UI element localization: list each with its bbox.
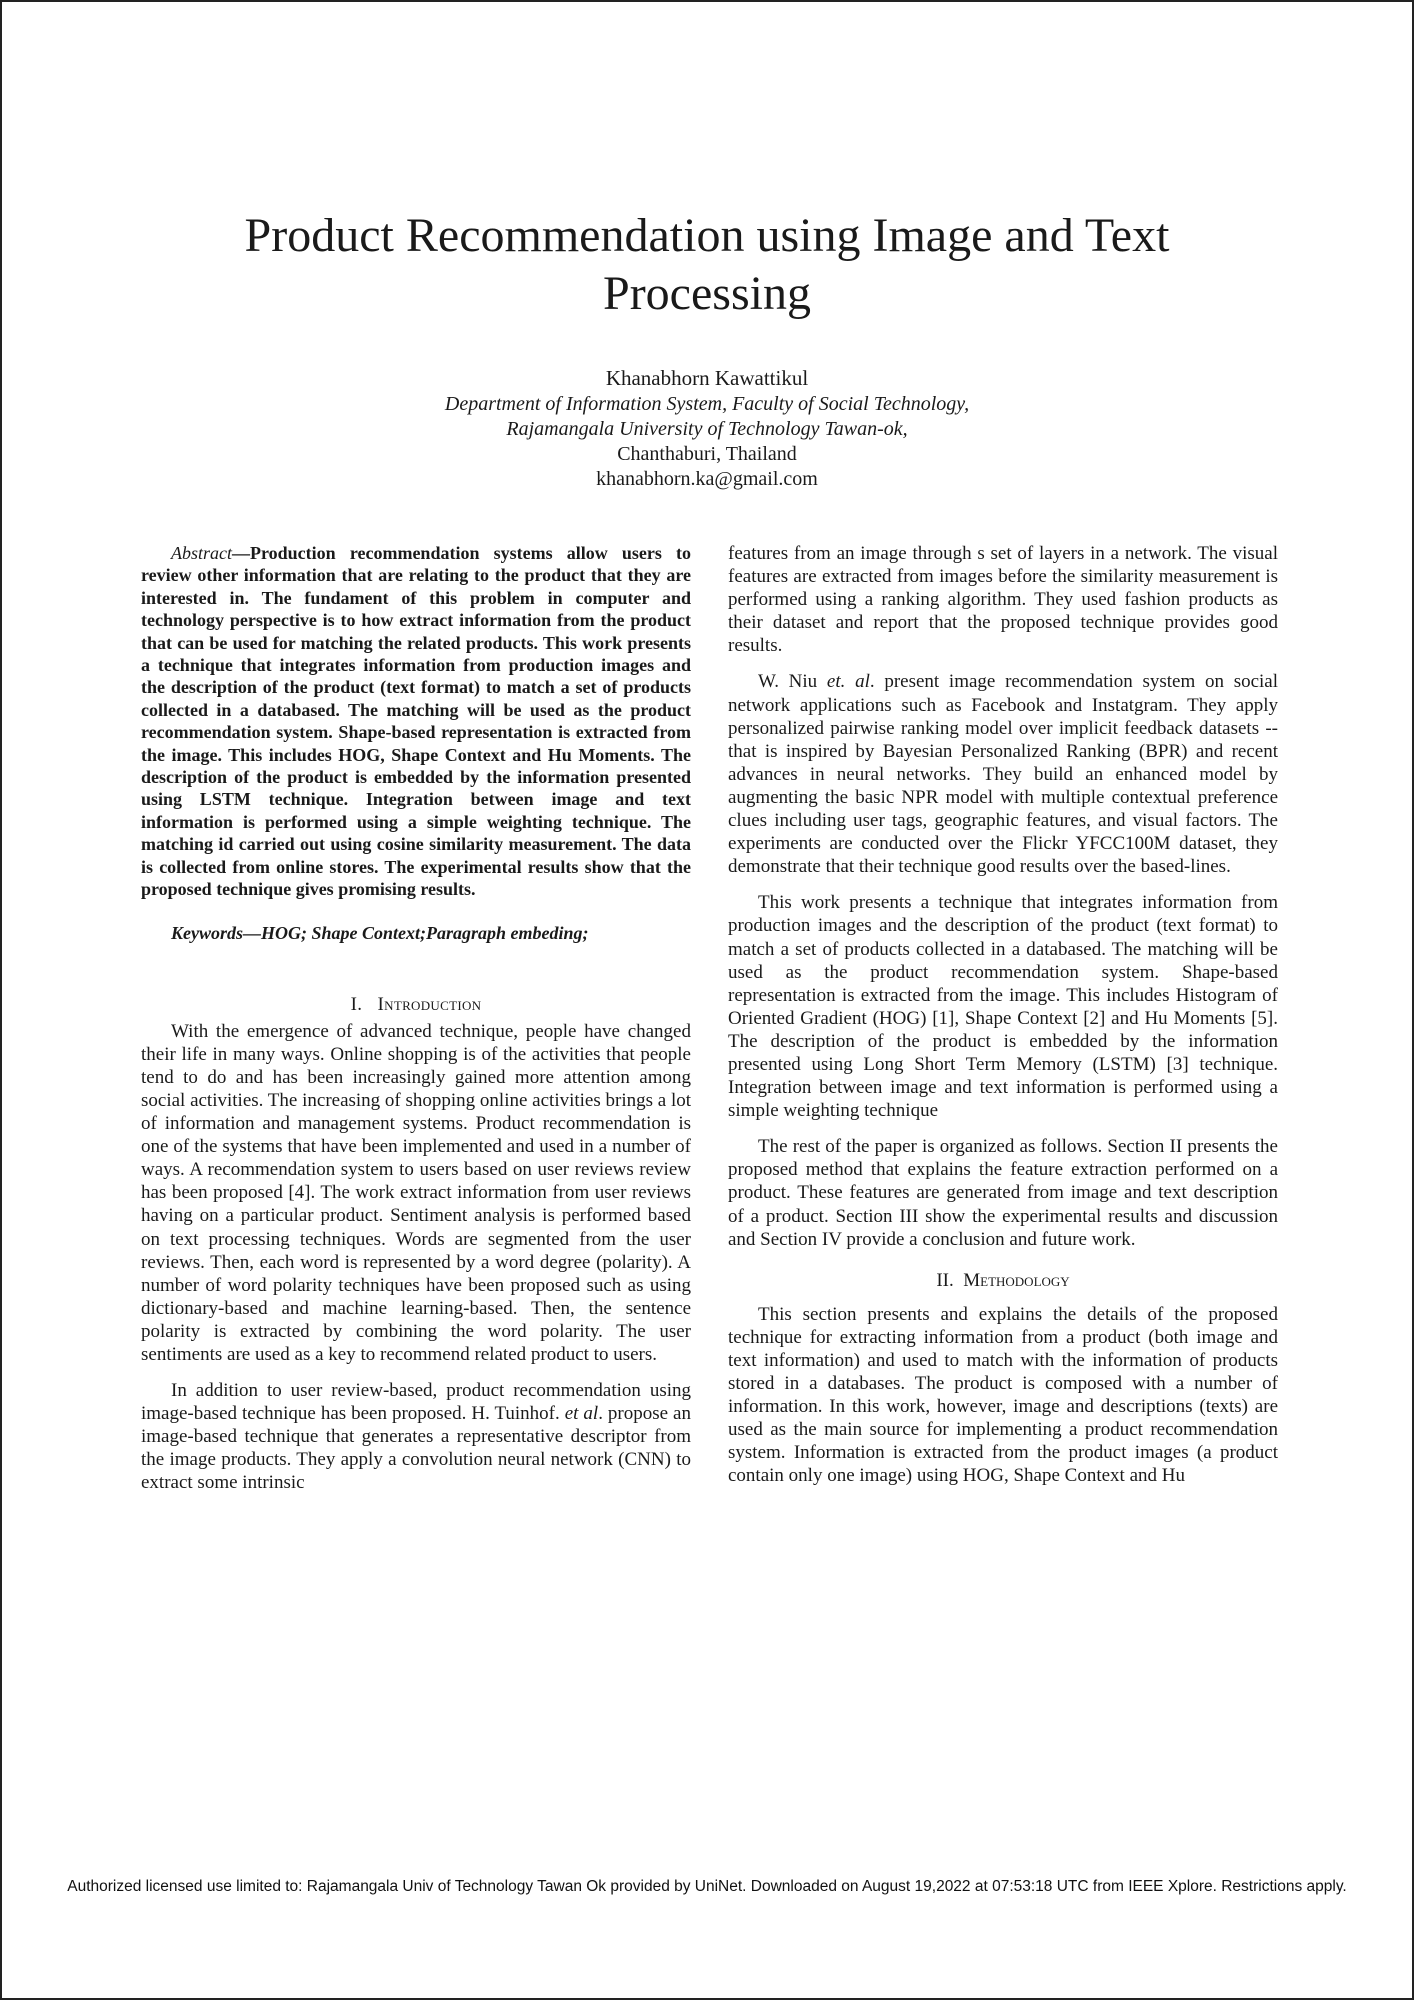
abstract-text: —Production recommendation systems allow users to review other information that are relating to the product that they are interested in. The fundament of this problem in computer and technology perspective is to how extract information from the product that can be used for matching the related products. This work presents a technique that integrates information from production images and the description of the product (text format) to match a set of products collected in a databased. The matching will be used as the product recommendation system. Shape-based representation is extracted from the image. This includes HOG, Shape Context and Hu Moments. The description of the product is embedded by the information presented using LSTM technique. Integration between image and text information is performed using a simple weighting technique. The matching id carried out using cosine similarity measurement. The data is collected from online stores. The experimental results show that the proposed technique gives promising results. <box>141 543 691 900</box>
section-title: Methodology <box>963 1269 1070 1291</box>
related-work-paragraph-2-etal: et. al <box>826 671 870 693</box>
license-footer: Authorized licensed use limited to: Rajamangala Univ of Technology Tawan Ok provided by UniNet. Downloaded on August 19,2022 at 07:53:18 UTC from IEEE Xplore. Restrictions apply. <box>67 1878 1347 1895</box>
intro-paragraph-1: With the emergence of advanced technique, people have changed their life in many ways. Online shopping is of the activities that people tend to do and has been increasingly gained more attention among social activities. The increasing of shopping online activities brings a lot of information and management systems. Product recommendation is one of the systems that have been implemented and used in a number of ways. A recommendation system to users based on user reviews review has been proposed [4]. The work extract information from user reviews having on a particular product. Sentiment analysis is performed based on text processing techniques. Words are segmented from the user reviews. Then, each word is represented by a word degree (polarity). A number of word polarity techniques have been proposed such as using dictionary-based and machine learning-based. Then, the sentence polarity is extracted by combining the word polarity. The user sentiments are used as a key to recommend related product to users. <box>141 1020 691 1365</box>
section-number: II. <box>936 1269 954 1291</box>
methodology-paragraph-1: This section presents and explains the details of the proposed technique for extracting information from a product (both image and text information) and used to match with the information of products stored in a databases. The product is composed with a number of information. In this work, however, image and descriptions (texts) are used as the main source for implementing a product recommendation system. Information is extracted from the product images (a product contain only one image) using HOG, Shape Context and Hu <box>728 1303 1278 1487</box>
related-work-paragraph-2 <box>728 670 1278 878</box>
left-column <box>141 542 691 1495</box>
keywords: Keywords—HOG; Shape Context;Paragraph embeding; <box>171 922 589 943</box>
author-email: khanabhorn.ka@gmail.com <box>596 468 818 490</box>
contribution-paragraph: This work presents a technique that integrates information from production images and the description of the product (text format) to match a set of products collected in a databased. The matching will be used as the product recommendation system. Shape-based representation is extracted from the image. This includes Histogram of Oriented Gradient (HOG) [1], Shape Context [2] and Hu Moments [5]. The description of the product is embedded by the information presented using Long Short Term Memory (LSTM) [3] technique. Integration between image and text information is performed using a simple weighting technique <box>728 892 1278 1122</box>
related-work-paragraph-2-a: W. Niu <box>758 671 818 693</box>
right-column <box>728 542 1278 1488</box>
paper-title: Product Recommendation using Image and Text Processing <box>244 209 1170 320</box>
section-number: I. <box>350 993 363 1015</box>
organization-paragraph: The rest of the paper is organized as follows. Section II presents the proposed method that explains the feature extraction performed on a product. These features are generated from image and text description of a product. Section III show the experimental results and discussion and Section IV provide a conclusion and future work. <box>728 1136 1278 1250</box>
section-heading-methodology <box>728 1269 1278 1292</box>
author-block <box>302 364 1112 492</box>
author-department: Department of Information System, Faculty of Social Technology, <box>444 393 970 415</box>
section-heading-introduction <box>141 993 691 1016</box>
section-title: Introduction <box>377 993 482 1015</box>
intro-paragraph-2 <box>141 1379 691 1494</box>
related-work-paragraph-2-b: . present image recommendation system on social network applications such as Facebook and Instatgram. They apply personalized pairwise ranking model over implicit feedback datasets -- that is inspired by Bayesian Personalized Ranking (BPR) and recent advances in neural networks. They build an enhanced model by augmenting the basic NPR model with multiple contextual preference clues including user tags, geographic features, and visual factors. The experiments are conducted over the Flickr YFCC100M dataset, they demonstrate that their technique good results over the based-lines. <box>728 671 1279 878</box>
intro-paragraph-2-etal: et al <box>564 1403 599 1425</box>
abstract <box>141 542 691 901</box>
intro-paragraph-2-a: In addition to user review-based, product recommendation using image-based technique has been proposed. H. Tuinhof. <box>141 1380 691 1425</box>
author-location: Chanthaburi, Thailand <box>617 443 797 465</box>
author-name: Khanabhorn Kawattikul <box>605 366 809 390</box>
author-university: Rajamangala University of Technology Tawan-ok, <box>506 418 908 440</box>
related-work-paragraph-1: features from an image through s set of layers in a network. The visual features are extracted from images before the similarity measurement is performed using a ranking algorithm. They used fashion products as their dataset and report that the proposed technique provides good results. <box>728 543 1278 657</box>
abstract-lead: Abstract <box>171 543 232 563</box>
intro-paragraph-2-b: . propose an image-based technique that generates a representative descriptor from the image products. They apply a convolution neural network (CNN) to extract some intrinsic <box>141 1403 691 1494</box>
